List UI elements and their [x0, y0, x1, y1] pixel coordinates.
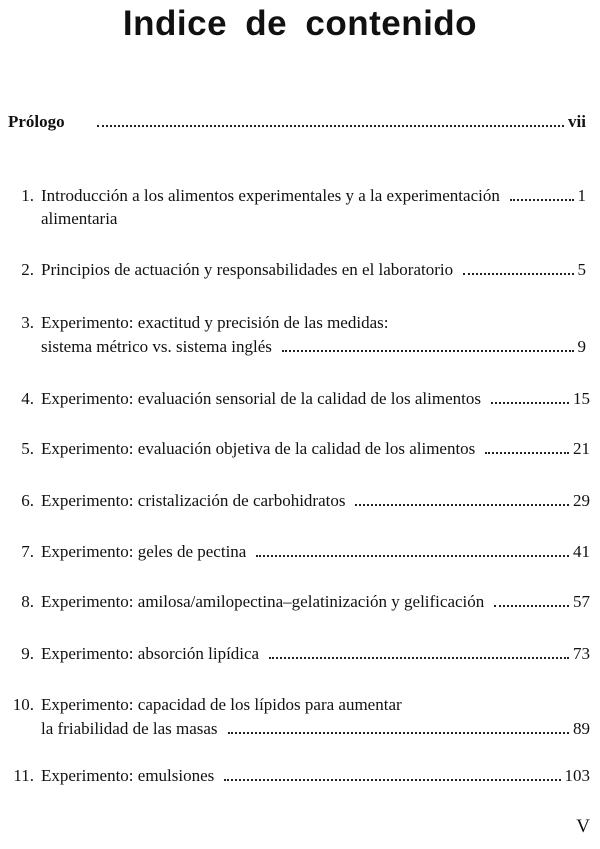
toc-entry-page: 9	[577, 337, 586, 356]
toc-entry-9	[4, 643, 590, 664]
toc-leader-dots	[463, 273, 573, 275]
toc-entry-page: 21	[573, 439, 590, 458]
toc-entry-number: 6.	[21, 491, 34, 510]
toc-leader-dots	[282, 350, 574, 352]
toc-entry-page: vii	[568, 112, 586, 131]
toc-entry-2	[4, 259, 586, 280]
toc-entry-title: Experimento: evaluación objetiva de la calidad de los alimentos	[41, 439, 476, 458]
toc-entry-1	[4, 185, 586, 206]
toc-leader-dots	[510, 199, 574, 201]
toc-entry-number: 8.	[21, 592, 34, 611]
toc-entry-page: 57	[573, 592, 590, 611]
page-number: V	[576, 816, 590, 837]
toc-leader-dots	[491, 402, 569, 404]
toc-entry-number: 3.	[21, 313, 34, 332]
toc-leader-dots	[224, 779, 560, 781]
toc-leader-dots	[228, 732, 569, 734]
toc-entry-page: 41	[573, 542, 590, 561]
toc-entry-title-continued: la friabilidad de las masas	[41, 719, 218, 738]
toc-entry-title: Experimento: exactitud y precisión de las medidas:	[41, 313, 389, 332]
page-title: Indice de contenido	[122, 4, 478, 43]
toc-entry-title-continued: alimentaria	[41, 209, 118, 228]
toc-entry-3	[41, 336, 586, 357]
toc-entry-page: 73	[573, 644, 590, 663]
toc-entry-5	[4, 438, 590, 459]
toc-entry-title: Experimento: emulsiones	[41, 766, 215, 785]
toc-entry-title: Experimento: amilosa/amilopectina–gelatinización y gelificación	[41, 592, 485, 611]
toc-entry-page: 5	[577, 260, 586, 279]
toc-leader-dots	[97, 125, 564, 127]
toc-entry-4	[4, 388, 590, 409]
toc-entry-10	[41, 718, 590, 739]
toc-entry-number: 2.	[21, 260, 34, 279]
toc-entry-8	[4, 591, 590, 612]
toc-entry-number: 10.	[12, 695, 34, 714]
toc-leader-dots	[355, 504, 569, 506]
toc-entry-title-continued: sistema métrico vs. sistema inglés	[41, 337, 272, 356]
toc-entry-title: Experimento: absorción lipídica	[41, 644, 260, 663]
toc-entry-number: 4.	[21, 389, 34, 408]
toc-entry-page: 103	[564, 766, 590, 785]
toc-entry-title: Experimento: capacidad de los lípidos para aumentar	[41, 695, 402, 714]
toc-leader-dots	[494, 605, 569, 607]
toc-entry-page: 1	[577, 186, 586, 205]
toc-entry-title: Introducción a los alimentos experimentales y a la experimentación	[41, 186, 500, 205]
toc-leader-dots	[256, 555, 569, 557]
toc-entry-number: 7.	[21, 542, 34, 561]
toc-entry-3-first-line	[4, 312, 388, 333]
toc-entry-title: Experimento: cristalización de carbohidratos	[41, 491, 346, 510]
toc-leader-dots	[269, 657, 569, 659]
toc-entry-title: Experimento: evaluación sensorial de la calidad de los alimentos	[41, 389, 481, 408]
toc-entry-number: 5.	[21, 439, 34, 458]
toc-entry-6	[4, 490, 590, 511]
toc-entry-11	[4, 765, 590, 786]
toc-entry-title: Principios de actuación y responsabilidades en el laboratorio	[41, 260, 454, 279]
toc-entry-number: 9.	[21, 644, 34, 663]
toc-leader-dots	[485, 452, 569, 454]
toc-entry-page: 89	[573, 719, 590, 738]
toc-entry-title: Experimento: geles de pectina	[41, 542, 247, 561]
toc-entry-page: 29	[573, 491, 590, 510]
toc-entry-number: 1.	[21, 186, 34, 205]
toc-entry-number: 11.	[13, 766, 34, 785]
toc-entry-label: Prólogo	[8, 112, 65, 131]
toc-entry-7	[4, 541, 590, 562]
toc-entry-10-first-line	[4, 694, 402, 715]
toc-entry-prologue	[8, 111, 586, 132]
toc-entry-page: 15	[573, 389, 590, 408]
